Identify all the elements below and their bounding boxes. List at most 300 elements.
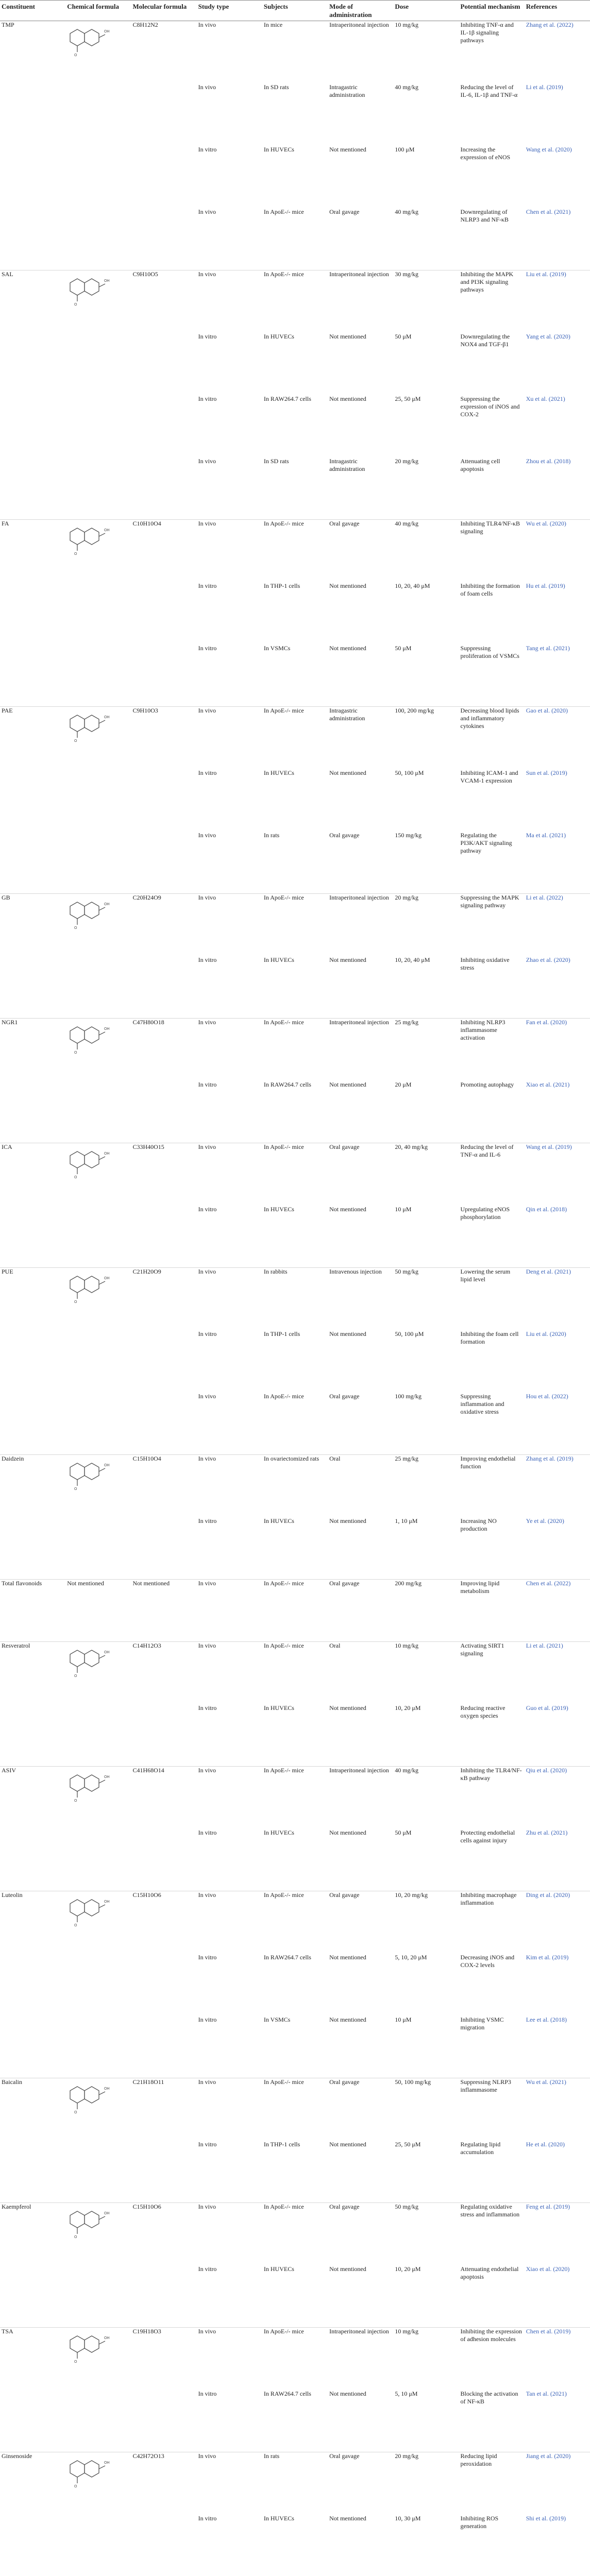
table-row [0,21,590,83]
cell-mode: Oral gavage [328,1580,393,1642]
cell-mechanism: Inhibiting the expression of adhesion molecules [460,2328,522,2343]
cell-molecular-formula [131,2515,196,2576]
molecule-structure-icon [67,1022,129,1057]
molecule-structure-icon [67,1894,129,1929]
cell-dose: 40 mg/kg [395,520,418,528]
cell-constituent [0,832,65,894]
cell-constituent: Luteolin [2,1891,23,1899]
cell-reference[interactable]: Chen et al. (2021) [525,208,590,270]
cell-chemical-formula [65,2390,131,2452]
cell-mode: Intraperitoneal injection [329,1019,389,1026]
cell-study-type: In vivo [198,270,216,278]
cell-constituent [0,1393,65,1455]
svg-text:OH: OH [104,30,110,34]
cell-reference[interactable]: Li et al. (2019) [526,83,563,91]
cell-molecular-formula: C47H80O18 [132,1019,164,1026]
cell-study-type: In vivo [198,707,216,715]
cell-study-type: In vivo [198,2203,216,2211]
col-subjects: Subjects [262,1,328,21]
cell-molecular-formula [131,1081,196,1143]
cell-molecular-formula [131,2390,196,2452]
cell-dose: 100, 200 mg/kg [395,707,434,715]
svg-text:O: O [74,1924,77,1928]
cell-reference[interactable]: Chen et al. (2019) [526,2328,571,2335]
cell-study-type: In vivo [198,1019,216,1026]
cell-reference[interactable]: Sun et al. (2019) [526,769,567,776]
cell-mode: Not mentioned [328,1517,393,1580]
cell-mode: Not mentioned [329,145,366,153]
table-row [0,956,590,1019]
cell-reference[interactable]: Guo et al. (2019) [525,1704,590,1767]
cell-reference[interactable]: Kim et al. (2019) [526,1953,569,1961]
cell-study-type: In vivo [198,520,216,528]
table-row [0,1330,590,1393]
cell-subjects: In ApoE-/- mice [263,270,304,278]
cell-subjects: In ApoE-/- mice [263,1891,304,1899]
cell-molecular-formula: C10H10O4 [132,520,161,528]
cell-chemical-formula [65,769,131,832]
cell-subjects: In SD rats [263,83,289,91]
cell-molecular-formula [131,1954,196,2016]
cell-molecular-formula: Not mentioned [131,1580,196,1642]
cell-subjects: In HUVECs [263,332,294,340]
cell-subjects: In HUVECs [262,1206,328,1268]
cell-mechanism: Inhibiting VSMC migration [459,2016,525,2078]
cell-chemical-formula [65,520,131,582]
svg-text:OH: OH [104,2087,110,2091]
cell-mode: Not mentioned [329,769,366,776]
cell-molecular-formula: C21H20O9 [132,1268,161,1276]
svg-text:O: O [74,2111,77,2115]
cell-dose: 10, 30 μM [393,2515,459,2576]
svg-text:O: O [74,54,77,58]
cell-mechanism: Regulating oxidative stress and inflammation [460,2203,520,2218]
cell-subjects: In THP-1 cells [263,582,300,589]
table-row [0,769,590,832]
cell-mode: Intraperitoneal injection [329,21,389,29]
table-row [0,2016,590,2078]
molecule-structure-icon [67,2331,129,2366]
cell-mode: Oral gavage [329,2203,360,2211]
cell-study-type: In vivo [198,21,216,29]
svg-text:O: O [74,303,77,307]
cell-study-type: In vitro [197,1517,262,1580]
cell-chemical-formula [65,2016,131,2078]
cell-chemical-formula [65,1767,131,1829]
cell-reference[interactable]: Tang et al. (2021) [525,645,590,707]
cell-subjects: In RAW264.7 cells [263,1953,311,1961]
cell-reference[interactable]: Zhao et al. (2020) [525,956,590,1019]
cell-dose: 20 μM [393,1081,459,1143]
cell-dose: 40 mg/kg [393,208,459,270]
svg-text:O: O [74,2360,77,2364]
cell-mechanism: Lowering the serum lipid level [460,1268,511,1283]
cell-reference[interactable]: Wu et al. (2021) [526,2078,566,2086]
cell-constituent [0,582,65,645]
table-row [0,1393,590,1455]
cell-dose: 50, 100 mg/kg [395,2078,431,2086]
table-header [0,1,590,21]
header-row [0,1,590,21]
cell-molecular-formula: C20H24O9 [132,894,161,902]
cell-molecular-formula [131,1829,196,1891]
cell-study-type: In vitro [198,145,217,153]
table-row [0,1829,590,1891]
cell-constituent: PAE [2,707,13,715]
molecule-structure-icon [67,1146,129,1181]
cell-constituent: Baicalin [2,2078,22,2086]
cell-mechanism: Regulating lipid accumulation [459,2141,525,2203]
cell-constituent [0,1954,65,2016]
table-row [0,395,590,457]
cell-subjects: In RAW264.7 cells [262,1081,328,1143]
cell-dose: 100 μM [395,145,415,153]
cell-mode: Not mentioned [328,2390,393,2452]
cell-molecular-formula [131,83,196,146]
cell-chemical-formula [65,2515,131,2576]
cell-subjects: In ApoE-/- mice [263,2328,304,2335]
cell-molecular-formula: C14H12O3 [132,1642,161,1650]
cell-reference[interactable]: Gao et al. (2020) [526,707,568,715]
cell-subjects: In ApoE-/- mice [263,1767,304,1774]
cell-mode: Intraperitoneal injection [329,894,389,902]
cell-reference[interactable]: Ma et al. (2021) [525,832,590,894]
cell-subjects: In mice [263,21,283,29]
cell-mode: Not mentioned [329,332,366,340]
svg-text:O: O [74,2235,77,2240]
table-row [0,832,590,894]
cell-constituent: SAL [2,270,13,278]
cell-molecular-formula: C42H72O13 [132,2452,164,2460]
cell-constituent: ASIV [2,1767,16,1774]
cell-subjects: In ApoE-/- mice [262,1393,328,1455]
cell-mechanism: Reducing the level of IL-6, IL-1β and TNF-α [460,83,518,98]
cell-molecular-formula [131,1704,196,1767]
cell-molecular-formula [131,1206,196,1268]
cell-reference[interactable]: Zhang et al. (2019) [526,1455,574,1463]
cell-constituent: NGR1 [2,1019,18,1026]
cell-study-type: In vitro [198,395,217,402]
cell-mechanism: Regulating the PI3K/AKT signaling pathway [459,832,525,894]
cell-dose: 50 mg/kg [395,2203,418,2211]
cell-molecular-formula [131,457,196,520]
cell-dose: 20 mg/kg [395,2452,418,2460]
cell-constituent [0,1829,65,1891]
cell-mode: Not mentioned [329,1330,366,1337]
cell-dose: 50, 100 μM [395,769,424,776]
cell-mechanism: Increasing the expression of eNOS [460,145,511,161]
cell-reference[interactable]: Liu et al. (2019) [526,270,566,278]
cell-reference[interactable]: Zhang et al. (2022) [526,21,574,29]
cell-chemical-formula [65,956,131,1019]
col-chemical-formula: Chemical formula [65,1,131,21]
cell-mode: Oral gavage [329,1891,360,1899]
molecule-structure-icon [67,523,129,558]
cell-reference[interactable]: Qin et al. (2018) [525,1206,590,1268]
svg-text:O: O [74,2485,77,2489]
cell-constituent: FA [2,520,9,528]
cell-molecular-formula: C8H12N2 [132,21,158,29]
cell-study-type: In vivo [198,2078,216,2086]
cell-mechanism: Inhibiting ROS generation [459,2515,525,2576]
table-row [0,645,590,707]
cell-reference[interactable]: Xiao et al. (2020) [525,2265,590,2328]
cell-constituent [0,2265,65,2328]
cell-reference[interactable]: Lee et al. (2018) [525,2016,590,2078]
cell-reference[interactable]: Li et al. (2022) [526,894,563,902]
cell-chemical-formula [65,1455,131,1517]
cell-reference[interactable]: Fan et al. (2020) [526,1019,567,1026]
cell-chemical-formula [65,83,131,146]
molecule-structure-icon [67,1645,129,1680]
table-row [0,457,590,520]
cell-reference[interactable]: Ding et al. (2020) [526,1891,570,1899]
cell-subjects: In rabbits [263,1268,288,1276]
col-constituent: Constituent [0,1,65,21]
cell-chemical-formula [65,2265,131,2328]
cell-mode: Oral [329,1642,341,1650]
cell-chemical-formula [65,1206,131,1268]
cell-mode: Not mentioned [328,2016,393,2078]
cell-molecular-formula [131,769,196,832]
table-row [0,1019,590,1081]
cell-mechanism: Increasing NO production [459,1517,525,1580]
cell-constituent: ICA [2,1143,12,1151]
cell-molecular-formula [131,645,196,707]
cell-study-type: In vivo [198,1891,216,1899]
cell-chemical-formula [65,1829,131,1891]
cell-mechanism: Inhibiting NLRP3 inflammasome activation [460,1019,505,1042]
cell-chemical-formula [65,1268,131,1330]
cell-mechanism: Reducing reactive oxygen species [459,1704,525,1767]
cell-subjects: In HUVECs [263,145,294,153]
cell-study-type: In vivo [197,208,262,270]
table-row [0,2265,590,2328]
cell-mechanism: Inhibiting TNF-α and IL-1β signaling pathways [460,21,514,44]
cell-mode: Not mentioned [328,2515,393,2576]
cell-mechanism: Downregulating the NOX4 and TGF-β1 [460,332,510,348]
cell-constituent: Ginsenoside [2,2452,32,2460]
cell-reference[interactable]: Zhou et al. (2018) [525,457,590,520]
cell-chemical-formula [65,270,131,333]
cell-study-type: In vitro [197,1206,262,1268]
cell-constituent [0,956,65,1019]
cell-reference[interactable]: Hu et al. (2019) [526,582,565,589]
svg-text:O: O [74,1300,77,1304]
molecule-structure-icon [67,274,129,309]
cell-mechanism: Inhibiting the MAPK and PI3K signaling pathways [460,270,514,294]
cell-mode: Not mentioned [328,2141,393,2203]
cell-constituent: TMP [2,21,14,29]
cell-reference[interactable]: Zhu et al. (2021) [525,1829,590,1891]
svg-text:O: O [74,1799,77,1803]
cell-subjects: In RAW264.7 cells [263,395,311,402]
cell-study-type: In vitro [197,956,262,1019]
cell-chemical-formula [65,2078,131,2141]
molecule-structure-icon [67,710,129,745]
cell-constituent [0,1704,65,1767]
cell-chemical-formula [65,832,131,894]
cell-dose: 40 mg/kg [395,1767,418,1774]
cell-study-type: In vivo [197,1393,262,1455]
cell-dose: 100 mg/kg [393,1393,459,1455]
cell-dose: 10, 20, 40 μM [393,956,459,1019]
cell-study-type: In vivo [198,2452,216,2460]
cell-reference[interactable]: Hou et al. (2022) [525,1393,590,1455]
cell-study-type: In vitro [198,1330,217,1337]
cell-reference[interactable]: Chen et al. (2022) [525,1580,590,1642]
cell-reference[interactable]: Qiu et al. (2020) [526,1767,567,1774]
table-row [0,1206,590,1268]
cell-mechanism: Inhibiting TLR4/NF-κB signaling [460,520,520,535]
table-row [0,2078,590,2141]
cell-chemical-formula: Not mentioned [65,1580,131,1642]
cell-dose: 30 mg/kg [395,270,418,278]
cell-subjects: In ApoE-/- mice [263,2203,304,2211]
cell-mode: Intragastric administration [328,457,393,520]
molecule-structure-icon [67,2081,129,2116]
cell-reference[interactable]: He et al. (2020) [525,2141,590,2203]
cell-subjects: In HUVECs [262,2265,328,2328]
cell-dose: 40 mg/kg [395,83,418,91]
cell-chemical-formula [65,1642,131,1704]
cell-mode: Oral gavage [329,1143,360,1151]
table-row [0,1081,590,1143]
cell-chemical-formula [65,1517,131,1580]
cell-mode: Not mentioned [328,2265,393,2328]
cell-dose: 50 μM [393,1829,459,1891]
table-row [0,520,590,582]
cell-mechanism: Downregulating of NLRP3 and NF-κB [459,208,525,270]
cell-dose: 10 μM [393,1206,459,1268]
svg-text:OH: OH [104,2336,110,2341]
cell-molecular-formula: C33H40O15 [132,1143,164,1151]
cell-mechanism: Attenuating cell apoptosis [459,457,525,520]
cell-reference[interactable]: Feng et al. (2019) [526,2203,570,2211]
cell-mechanism: Decreasing iNOS and COX-2 levels [460,1953,515,1969]
table-row [0,1455,590,1517]
cell-study-type: In vivo [197,832,262,894]
col-study-type: Study type [197,1,262,21]
cell-constituent [0,2016,65,2078]
cell-dose: 10 mg/kg [395,21,418,29]
svg-text:OH: OH [104,2461,110,2465]
cell-reference[interactable]: Xiao et al. (2021) [525,1081,590,1143]
molecule-structure-icon [67,1770,129,1805]
cell-mode: Not mentioned [328,1081,393,1143]
cell-study-type: In vitro [197,645,262,707]
table-row [0,1891,590,1954]
cell-molecular-formula [131,208,196,270]
cell-study-type: In vivo [198,83,216,91]
cell-constituent: Total flavonoids [0,1580,65,1642]
table-row [0,1143,590,1206]
cell-mode: Oral gavage [328,208,393,270]
table-row [0,83,590,146]
cell-dose: 5, 10, 20 μM [395,1953,427,1961]
cell-subjects: In ApoE-/- mice [262,1580,328,1642]
cell-mechanism: Improving lipid metabolism [459,1580,525,1642]
cell-dose: 50 μM [395,332,412,340]
svg-text:OH: OH [104,1152,110,1156]
cell-mode: Oral gavage [329,520,360,528]
cell-molecular-formula: C21H18O11 [132,2078,164,2086]
molecule-structure-icon [67,1458,129,1493]
cell-reference[interactable]: Shi et al. (2019) [525,2515,590,2576]
cell-mode: Oral gavage [329,2078,360,2086]
cell-mode: Not mentioned [329,582,366,589]
cell-subjects: In HUVECs [262,1829,328,1891]
cell-subjects: In ApoE-/- mice [263,894,304,902]
table-row [0,707,590,769]
cell-mechanism: Decreasing blood lipids and inflammatory cytokines [460,707,519,730]
cell-molecular-formula [131,333,196,395]
cell-molecular-formula [131,2141,196,2203]
cell-chemical-formula [65,208,131,270]
cell-mode: Not mentioned [329,395,366,402]
cell-dose: 20, 40 mg/kg [395,1143,428,1151]
cell-reference[interactable]: Wang et al. (2020) [526,145,572,153]
cell-mode: Intravenous injection [329,1268,382,1276]
cell-mode: Not mentioned [328,1829,393,1891]
svg-text:OH: OH [104,1464,110,1468]
svg-text:O: O [74,1674,77,1679]
cell-reference[interactable]: Yang et al. (2020) [526,332,570,340]
cell-reference[interactable]: Li et al. (2021) [526,1642,563,1650]
cell-mode: Not mentioned [328,1704,393,1767]
cell-mode: Oral gavage [328,832,393,894]
cell-study-type: In vitro [197,2390,262,2452]
cell-constituent: Kaempferol [2,2203,31,2211]
col-references: References [525,1,590,21]
cell-study-type: In vitro [198,769,217,776]
cell-dose: 10 mg/kg [395,2328,418,2335]
cell-subjects: In THP-1 cells [263,1330,300,1337]
svg-text:OH: OH [104,1775,110,1780]
cell-subjects: In rats [263,2452,280,2460]
cell-mechanism: Suppressing inflammation and oxidative stress [459,1393,525,1455]
cell-reference[interactable]: Ye et al. (2020) [525,1517,590,1580]
svg-text:O: O [74,552,77,556]
cell-reference[interactable]: Tan et al. (2021) [525,2390,590,2452]
cell-reference[interactable]: Jiang et al. (2020) [526,2452,571,2460]
cell-study-type: In vitro [197,1704,262,1767]
cell-subjects: In HUVECs [262,956,328,1019]
cell-reference[interactable]: Deng et al. (2021) [526,1268,571,1276]
cell-mode: Intragastric administration [329,707,365,722]
molecule-structure-icon [67,1271,129,1306]
svg-text:OH: OH [104,529,110,533]
cell-molecular-formula: C9H10O5 [132,270,158,278]
cell-chemical-formula [65,1143,131,1206]
cell-study-type: In vivo [198,1455,216,1463]
cell-dose: 10, 20 μM [393,1704,459,1767]
cell-constituent [0,146,65,208]
cell-reference[interactable]: Wang et al. (2019) [526,1143,572,1151]
table-row [0,2328,590,2390]
cell-subjects: In ApoE-/- mice [262,208,328,270]
table-row [0,582,590,645]
cell-chemical-formula [65,333,131,395]
svg-text:OH: OH [104,1900,110,1904]
svg-text:O: O [74,1176,77,1180]
cell-reference[interactable]: Liu et al. (2020) [526,1330,566,1337]
cell-reference[interactable]: Xu et al. (2021) [526,395,565,402]
cell-reference[interactable]: Wu et al. (2020) [526,520,566,528]
table-row [0,208,590,270]
molecule-structure-icon [67,2206,129,2241]
cell-dose: 1, 10 μM [393,1517,459,1580]
